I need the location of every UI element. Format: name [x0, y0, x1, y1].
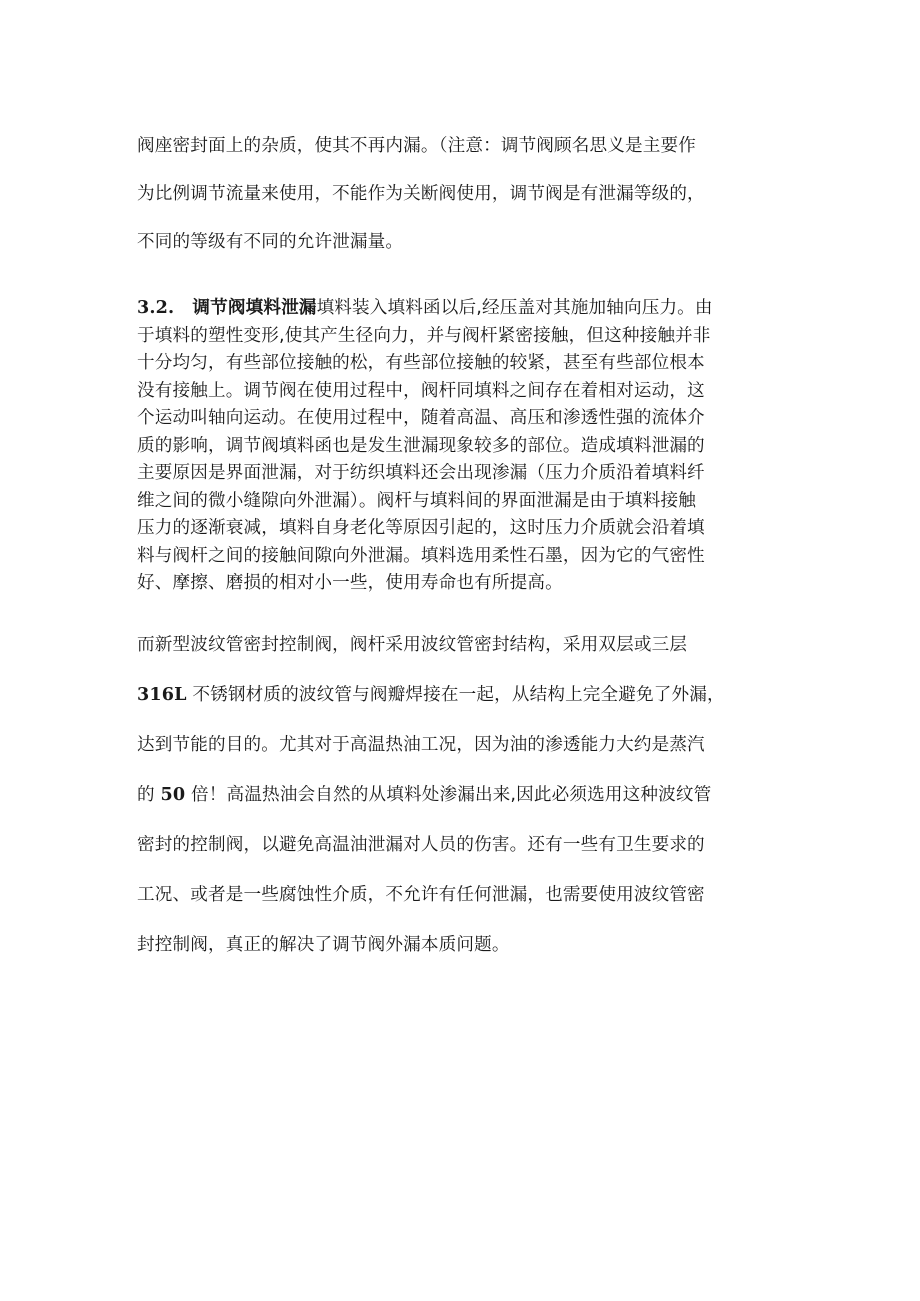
paragraph-valve-seat-note: [137, 122, 797, 266]
text-line: 达到节能的目的。尤其对于高温热油工况，因为油的渗透能力大约是蒸汽: [137, 735, 705, 755]
text-line: 封控制阀，真正的解决了调节阀外漏本质问题。: [137, 935, 510, 955]
text-line: 没有接触上。调节阀在使用过程中，阀杆同填料之间存在着相对运动，这: [137, 380, 705, 401]
text-span: 倍！高温热油会自然的从填料处渗漏出来,因此必须选用这种波纹管: [185, 785, 712, 805]
paragraph-bellows-seal-valve: [137, 620, 797, 970]
text-line: 料与阀杆之间的接触间隙向外泄漏。填料选用柔性石墨，因为它的气密性: [137, 545, 705, 566]
text-line: 质的影响，调节阀填料函也是发生泄漏现象较多的部位。造成填料泄漏的: [137, 435, 705, 456]
section-number: 3.2.: [137, 297, 175, 318]
text-span: 填料装入填料函以后,经压盖对其施加轴向压力。由: [316, 298, 713, 318]
text-line: 密封的控制阀，以避免高温油泄漏对人员的伤害。还有一些有卫生要求的: [137, 835, 705, 855]
text-line: 为比例调节流量来使用，不能作为关断阀使用，调节阀是有泄漏等级的，: [137, 184, 705, 204]
text-line: [137, 670, 797, 720]
text-line: 工况、或者是一些腐蚀性介质，不允许有任何泄漏，也需要使用波纹管密: [137, 885, 705, 905]
text-line: 十分均匀，有些部位接触的松，有些部位接触的较紧，甚至有些部位根本: [137, 353, 705, 373]
text-line: 个运动叫轴向运动。在使用过程中，随着高温、高压和渗透性强的流体介: [137, 408, 705, 428]
text-line: 好、摩擦、磨损的相对小一些，使用寿命也有所提高。: [137, 573, 563, 593]
text-line: [137, 770, 797, 820]
multiplier-number: 50: [160, 784, 186, 805]
text-span: 的: [137, 785, 161, 805]
text-line: 维之间的微小缝隙向外泄漏）。阀杆与填料间的界面泄漏是由于填料接触: [137, 490, 697, 511]
text-span: 不锈钢材质的波纹管与阀瓣焊接在一起，从结构上完全避免了外漏，: [186, 685, 725, 705]
text-line: 主要原因是界面泄漏，对于纺织填料还会出现渗漏（压力介质沿着填料纤: [137, 463, 705, 483]
text-line: 压力的逐渐衰减，填料自身老化等原因引起的，这时压力介质就会沿着填: [137, 518, 705, 538]
material-grade: 316L: [137, 684, 187, 705]
section-first-line: [137, 294, 797, 323]
section-3-2-packing-leakage: [137, 294, 797, 598]
text-line: 不同的等级有不同的允许泄漏量。: [137, 232, 404, 252]
section-title: 调节阀填料泄漏: [192, 298, 317, 318]
text-line: 于填料的塑性变形,使其产生径向力，并与阀杆紧密接触，但这种接触并非: [137, 325, 711, 346]
text-line: 阀座密封面上的杂质，使其不再内漏。（注意：调节阀顾名思义是主要作: [137, 136, 697, 156]
text-line: 而新型波纹管密封控制阀，阀杆采用波纹管密封结构，采用双层或三层: [137, 635, 688, 655]
